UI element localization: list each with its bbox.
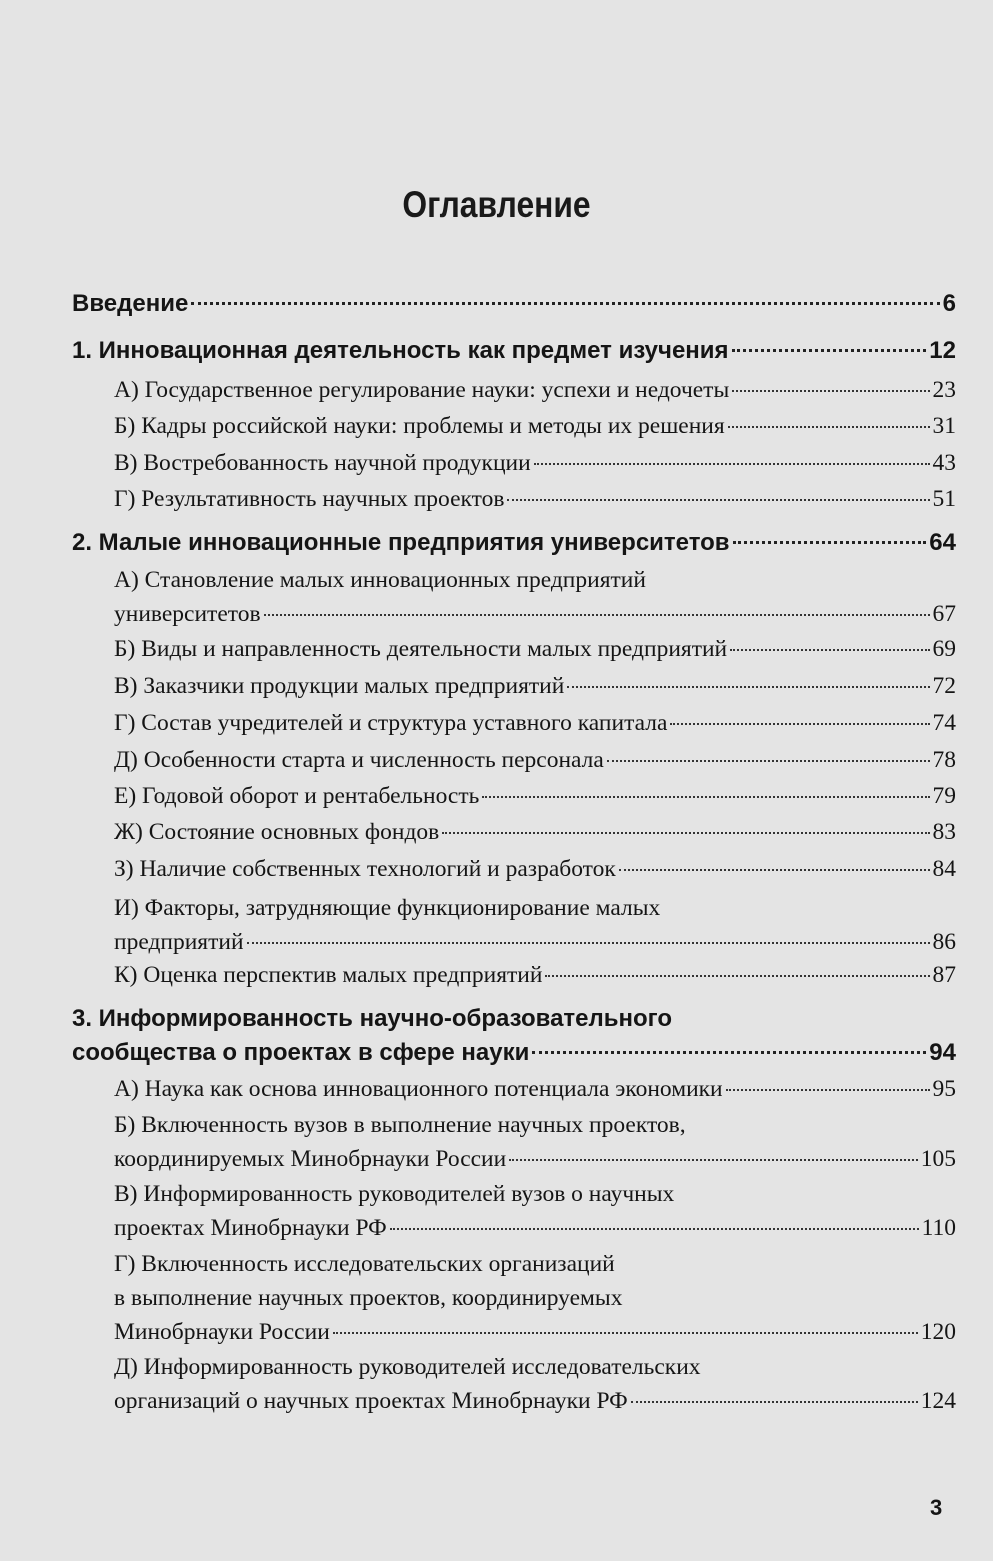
toc-entry-line [114, 958, 956, 992]
toc-entry-line [114, 1211, 956, 1245]
toc-entry-text: 3. Информированность научно-образовательного [72, 1005, 673, 1032]
toc-page-number: 6 [942, 290, 956, 317]
toc-entry-line [114, 706, 956, 740]
toc-entry-text: А) Государственное регулирование науки: успехи и недочеты [114, 377, 730, 403]
toc-page-number: 69 [932, 636, 956, 662]
toc-entry-line [114, 373, 956, 407]
toc-entry-text: университетов [114, 601, 261, 627]
toc-entry-line [114, 482, 956, 516]
toc-section [114, 632, 956, 666]
toc-entry-line [72, 1036, 956, 1070]
toc-page-number: 74 [932, 710, 956, 736]
toc-entry-text: З) Наличие собственных технологий и разработок [114, 856, 616, 882]
toc-entry-line [114, 597, 956, 631]
toc-entry-line [114, 925, 956, 959]
toc-entry-text: Г) Состав учредителей и структура уставного капитала [114, 710, 668, 736]
toc-page-number: 79 [932, 783, 956, 809]
toc-page-number: 51 [932, 486, 956, 512]
dot-leader [728, 426, 930, 428]
toc-page-number: 78 [932, 747, 956, 773]
toc-section [114, 373, 956, 407]
toc-section [114, 563, 956, 631]
toc-section [114, 1350, 956, 1418]
toc-page-number: 43 [932, 450, 956, 476]
page-number: 3 [930, 1495, 943, 1520]
toc-section [114, 1247, 956, 1349]
dot-leader [732, 390, 929, 392]
toc-chapter [72, 1002, 956, 1070]
dot-leader [670, 723, 929, 725]
toc-section [114, 409, 956, 443]
toc-chapter [72, 287, 956, 321]
toc-section [114, 852, 956, 886]
toc-section [114, 446, 956, 480]
toc-entry-text: организаций о научных проектах Минобрнауки РФ [114, 1388, 628, 1414]
toc-entry-line [72, 334, 956, 368]
toc-page-number: 31 [932, 413, 956, 439]
toc-title: Оглавление [402, 184, 591, 225]
dot-leader [631, 1401, 918, 1403]
toc-section [114, 779, 956, 813]
toc-entry-text: Введение [72, 290, 189, 317]
toc-entry-line [114, 409, 956, 443]
toc-entry-text: В) Востребованность научной продукции [114, 450, 531, 476]
toc-entry-text: Д) Особенности старта и численность персонала [114, 747, 604, 773]
toc-entry-line [114, 779, 956, 813]
toc-section [114, 669, 956, 703]
toc-entry-text: Минобрнауки России [114, 1319, 330, 1345]
toc-entry-text: А) Наука как основа инновационного потенциала экономики [114, 1076, 723, 1102]
toc-entry-text: 2. Малые инновационные предприятия университетов [72, 529, 730, 556]
toc-page-number: 105 [920, 1146, 956, 1172]
toc-entry-text: предприятий [114, 929, 244, 955]
toc-entry-line [114, 815, 956, 849]
dot-leader [730, 649, 929, 651]
toc-page-number: 64 [929, 529, 956, 556]
toc-page-number: 95 [932, 1076, 956, 1102]
dot-leader [726, 1089, 930, 1091]
toc-section [114, 1072, 956, 1106]
toc-section [114, 891, 956, 959]
toc-entry-text: В) Информированность руководителей вузов о научных [114, 1181, 675, 1207]
toc-page-number: 120 [920, 1319, 956, 1345]
dot-leader [509, 1159, 918, 1161]
toc-page-number: 84 [932, 856, 956, 882]
toc-entry-line [114, 1315, 956, 1349]
dot-leader [619, 869, 930, 871]
toc-entry-line [114, 743, 956, 777]
toc-entry-text: в выполнение научных проектов, координируемых [114, 1285, 623, 1311]
toc-entry-line [114, 1384, 956, 1418]
toc-page-number: 72 [932, 673, 956, 699]
toc-page-number: 23 [932, 377, 956, 403]
toc-entry-text: Б) Виды и направленность деятельности малых предприятий [114, 636, 728, 662]
toc-entry-line [72, 526, 956, 560]
toc-entry-text: Ж) Состояние основных фондов [114, 819, 440, 845]
toc-entry-text: Г) Результативность научных проектов [114, 486, 505, 512]
toc-page-number: 94 [929, 1039, 956, 1066]
toc-entry-text: А) Становление малых инновационных предприятий [114, 567, 646, 593]
toc-entry-text: 1. Инновационная деятельность как предмет изучения [72, 337, 729, 364]
toc-section [114, 1177, 956, 1245]
toc-page-number: 124 [920, 1388, 956, 1414]
dot-leader [482, 796, 929, 798]
toc-entry-text: И) Факторы, затрудняющие функционирование малых [114, 895, 661, 921]
toc-page-number: 87 [932, 962, 956, 988]
toc-page-number: 67 [932, 601, 956, 627]
dot-leader [733, 541, 927, 544]
toc-entry-text: В) Заказчики продукции малых предприятий [114, 673, 565, 699]
toc-section [114, 482, 956, 516]
toc-section [114, 815, 956, 849]
toc-page-number: 12 [929, 337, 956, 364]
dot-leader [247, 942, 930, 944]
toc-entry-line [114, 632, 956, 666]
toc-entry-line [114, 446, 956, 480]
dot-leader [567, 686, 929, 688]
toc-entry-line [114, 669, 956, 703]
toc-chapter [72, 526, 956, 560]
toc-section [114, 1108, 956, 1176]
toc-section [114, 706, 956, 740]
toc-entry-text: К) Оценка перспектив малых предприятий [114, 962, 543, 988]
toc-section [114, 958, 956, 992]
toc-entry-text: сообщества о проектах в сфере науки [72, 1039, 530, 1066]
toc-chapter [72, 334, 956, 368]
dot-leader [264, 614, 930, 616]
dot-leader [390, 1228, 919, 1230]
toc-entry-text: Б) Включенность вузов в выполнение научных проектов, [114, 1112, 686, 1138]
dot-leader [507, 499, 929, 501]
toc-page-number: 110 [921, 1215, 956, 1241]
toc-entry-text: координируемых Минобрнауки России [114, 1146, 507, 1172]
toc-section [114, 743, 956, 777]
toc-entry-text: Д) Информированность руководителей исследовательских [114, 1354, 701, 1380]
dot-leader [191, 302, 939, 305]
dot-leader [532, 1051, 926, 1054]
toc-page-number: 86 [932, 929, 956, 955]
toc-entry-line [114, 1142, 956, 1176]
dot-leader [607, 760, 930, 762]
dot-leader [732, 349, 927, 352]
toc-entry-text: Г) Включенность исследовательских организаций [114, 1251, 615, 1277]
toc-entry-text: проектах Минобрнауки РФ [114, 1215, 387, 1241]
toc-entry-line [72, 287, 956, 321]
dot-leader [442, 832, 929, 834]
toc-entry-line [114, 852, 956, 886]
dot-leader [534, 463, 930, 465]
dot-leader [333, 1332, 918, 1334]
toc-entry-text: Е) Годовой оборот и рентабельность [114, 783, 480, 809]
dot-leader [545, 975, 929, 977]
toc-page-number: 83 [932, 819, 956, 845]
toc-entry-line [114, 1072, 956, 1106]
toc-entry-text: Б) Кадры российской науки: проблемы и методы их решения [114, 413, 725, 439]
